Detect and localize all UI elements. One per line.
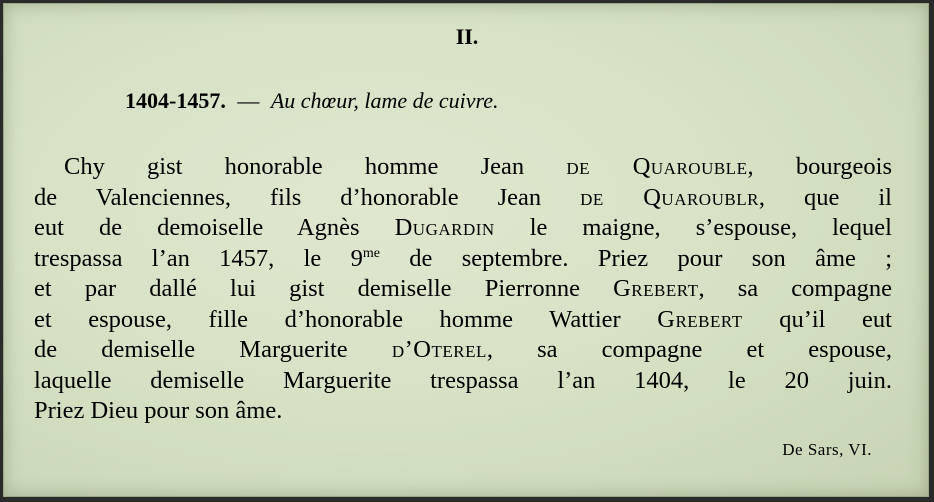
inscription-location: Au chœur, lame de cuivre.	[270, 88, 499, 113]
text-line-8: laquelle demiselle Marguerite trespassa l’an 1404, le 20 juin.	[34, 366, 892, 394]
text-line-4: trespassa l’an 1457, le $9^{me}$ de septembre. Priez pour son âme ;	[34, 244, 893, 272]
name-small-caps: Grebert	[657, 305, 743, 333]
text-line-9: Priez Dieu pour son âme.	[34, 397, 283, 424]
name-small-caps: d’Oterel	[391, 336, 487, 363]
text-line-1: Chy gist honorable homme Jean de Quarouble, bourgeois	[64, 153, 892, 180]
inscription-heading	[125, 88, 499, 114]
source-citation: De Sars, VI.	[782, 440, 872, 459]
name-small-caps: Dugardin	[394, 214, 495, 241]
name-small-caps: de Quaroublr	[580, 183, 759, 211]
text-line-7: de demiselle Marguerite d’Oterel, sa compagne et espouse,	[34, 336, 892, 363]
text-line-3: eut de demoiselle Agnès Dugardin le maigne, s’espouse, lequel	[34, 214, 892, 241]
heading-dash: —	[237, 88, 260, 113]
name-small-caps: Grebert	[613, 275, 699, 302]
inscription-text	[34, 152, 892, 427]
text-line-6: et espouse, fille d’honorable homme Wattier Grebert qu’il eut	[34, 305, 892, 333]
date-range: 1404-1457.	[125, 88, 226, 113]
chapter-number: II.	[455, 24, 479, 49]
text-line-2: de Valenciennes, fils d’honorable Jean de Quaroublr, que il	[34, 183, 892, 211]
superscript: me	[362, 245, 380, 261]
text-line-5: et par dallé lui gist demiselle Pierronne Grebert, sa compagne	[34, 275, 892, 302]
name-small-caps: de Quarouble	[566, 153, 748, 180]
